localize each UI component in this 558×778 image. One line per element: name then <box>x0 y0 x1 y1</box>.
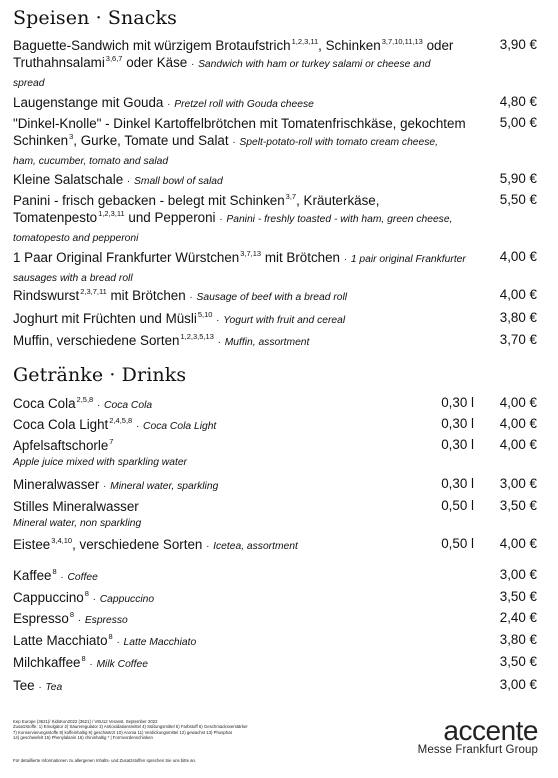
menu-item: Mineralwasser · Mineral water, sparkling <box>13 477 219 492</box>
price: 3,90 € <box>499 37 537 52</box>
price: 3,00 € <box>499 567 537 582</box>
menu-item: Milchkaffee$^8$ · Milk Coffee <box>13 654 148 670</box>
menu-item: Laugenstange mit Gouda · Pretzel roll with Gouda cheese <box>13 95 314 110</box>
footer-line: Kep Europe (3621)/ KidsKon2022 (3621) / V8U12 Veranst. September 2022 <box>13 719 158 724</box>
volume: 0,30 l <box>441 416 474 431</box>
section-title-food: Speisen · Snacks <box>13 7 177 29</box>
price: 3,00 € <box>499 677 537 692</box>
menu-item: Tee · Tea <box>13 678 63 693</box>
menu-item: Panini - frisch gebacken - belegt mit Schinken$^{3,7}$, Kräuterkäse, Tomatenpesto$^{1,2,3,11}$ und Pepperoni · Panini - freshly toasted - with ham, green cheese, tomatopesto and pepperoni <box>13 192 453 244</box>
menu-item: Cappuccino$^8$ · Cappuccino <box>13 589 155 605</box>
volume: 0,30 l <box>441 476 474 491</box>
volume: 0,50 l <box>441 498 474 513</box>
volume: 0,50 l <box>441 536 474 551</box>
price: 4,00 € <box>499 536 537 551</box>
menu-item: Latte Macchiato$^8$ · Latte Macchiato <box>13 632 197 648</box>
menu-item: Joghurt mit Früchten und Müsli$^{5,10}$ · Yogurt with fruit and cereal <box>13 310 346 326</box>
price: 3,50 € <box>499 498 537 513</box>
price: 4,00 € <box>499 287 537 302</box>
price: 4,00 € <box>499 395 537 410</box>
footer-allergen-note: Für detaillierte Informationen zu allergenen Inhalts- und Zusatzstoffen sprechen Sie uns bitte an. <box>13 758 197 763</box>
price: 3,50 € <box>499 654 537 669</box>
price: 5,90 € <box>499 171 537 186</box>
footer-line: Zusatzstoffe: 1) Emulgator 2) Säureregulator 3) Antioxidationsmittel 4) Süßungsmittel 5) Farbstoff 6) Geschmacksverstärker <box>13 724 248 730</box>
menu-item: Apfelsaftschorle$^7$ Apple juice mixed with sparkling water <box>13 437 187 468</box>
menu-item: Coca Cola Light$^{2,4,5,8}$ · Coca Cola Light <box>13 416 217 432</box>
price: 5,00 € <box>499 115 537 130</box>
footer-line: 14) geschwefelt 15) Phenylalanin 16) chininhaltig * | Formvordenschinken <box>13 734 153 740</box>
menu-item: Muffin, verschiedene Sorten$^{1,2,3,5,13}$ · Muffin, assortment <box>13 332 310 348</box>
footer-notes <box>13 719 343 740</box>
price: 3,50 € <box>499 589 537 604</box>
price: 4,00 € <box>499 437 537 452</box>
accente-logo <box>417 715 538 756</box>
logo-subtitle: Messe Frankfurt Group <box>417 744 538 756</box>
price: 5,50 € <box>499 192 537 207</box>
footer-line: 7) Konservierungsstoffe 8) koffeinhaltig 9) geschwärzt 10) Aroma 11) Verdickungsmittel 12) gewachst 13) Phosphat <box>13 729 232 735</box>
menu-item: Eistee$^{3,4,10}$, verschiedene Sorten · Icetea, assortment <box>13 536 298 552</box>
menu-item: Baguette-Sandwich mit würzigem Brotaufstrich$^{1,2,3,11}$, Schinken$^{3,7,10,11,13}$ oder Truthahnsalami$^{3,6,7}$ oder Käse · Sandwich with ham or turkey salami or cheese and spread <box>13 37 454 89</box>
price: 4,00 € <box>499 416 537 431</box>
section-title-drinks: Getränke · Drinks <box>13 364 187 386</box>
price: 3,80 € <box>499 310 537 325</box>
menu-item: Kaffee$^8$ · Coffee <box>13 567 98 583</box>
price: 3,70 € <box>499 332 537 347</box>
menu-item: Stilles Mineralwasser Mineral water, non sparkling <box>13 499 142 529</box>
price: 3,00 € <box>499 476 537 491</box>
volume: 0,30 l <box>441 437 474 452</box>
menu-item: Espresso$^8$ · Espresso <box>13 610 128 626</box>
price: 3,80 € <box>499 632 537 647</box>
menu-item: Rindswurst$^{2,3,7,11}$ mit Brötchen · Sausage of beef with a bread roll <box>13 287 348 303</box>
price: 4,00 € <box>499 249 537 264</box>
menu-item: "Dinkel-Knolle" - Dinkel Kartoffelbrötchen mit Tomatenfrischkäse, gekochtem Schinken$^3$, Gurke, Tomate und Salat · Spelt-potato-roll with tomato cream cheese, ham, cucumber, tomato and salad <box>13 116 466 167</box>
price: 2,40 € <box>499 610 537 625</box>
logo-word: accente <box>443 715 538 746</box>
menu-item: Kleine Salatschale · Small bowl of salad <box>13 172 223 187</box>
menu-item: 1 Paar Original Frankfurter Würstchen$^{3,7,13}$ mit Brötchen · 1 pair original Frankfurter sausages with a bread roll <box>13 249 466 284</box>
price: 4,80 € <box>499 94 537 109</box>
volume: 0,30 l <box>441 395 474 410</box>
menu-item: Coca Cola$^{2,5,8}$ · Coca Cola <box>13 395 153 411</box>
